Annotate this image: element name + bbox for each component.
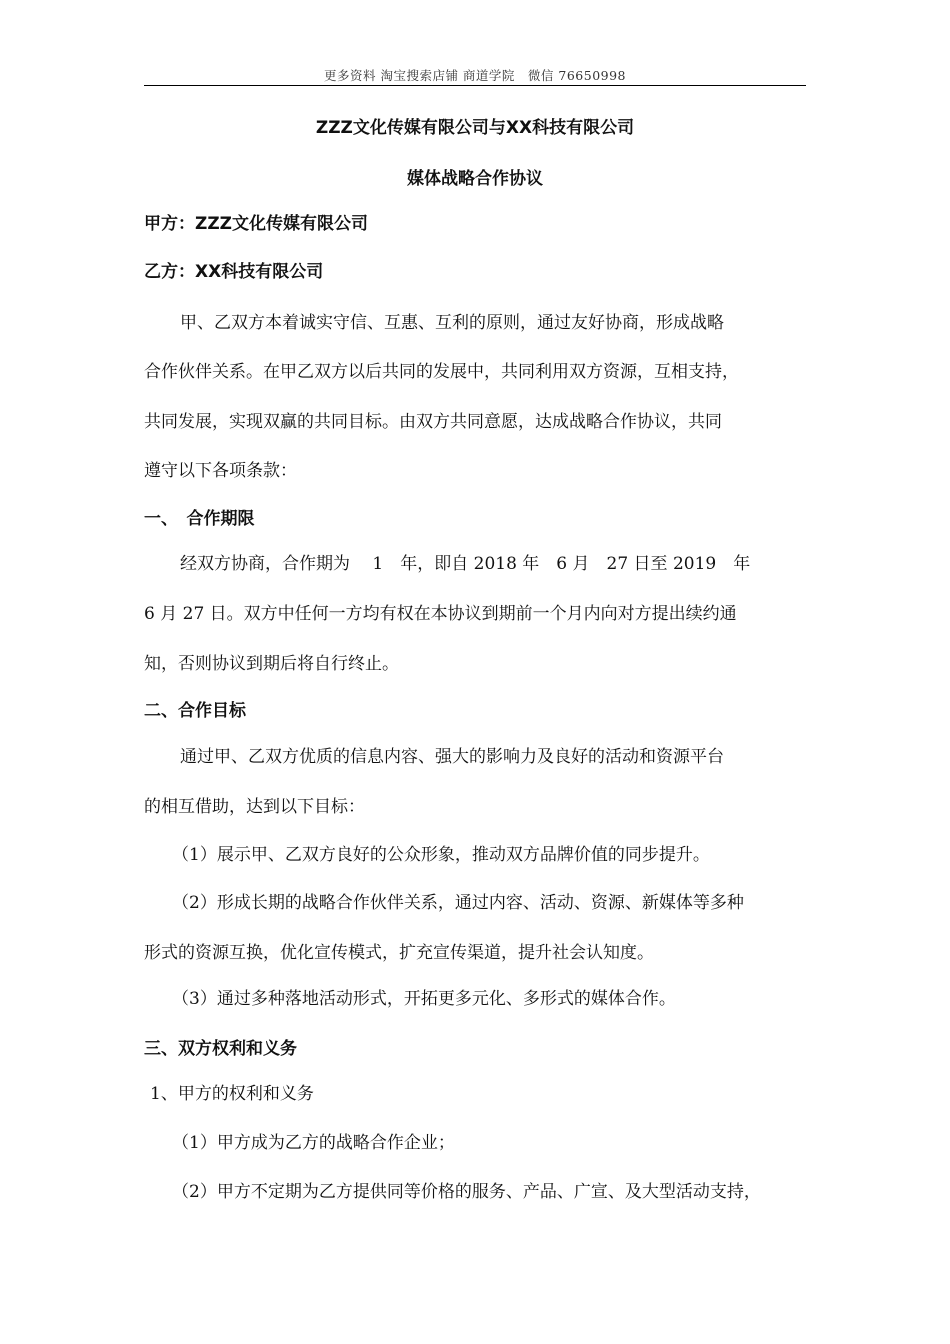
section-1-line: 经双方协商，合作期为 1 年，即自 2018 年 6 月 27 日至 2019 年 [180, 554, 751, 574]
section-2-line: 通过甲、乙双方优质的信息内容、强大的影响力及良好的活动和资源平台 [180, 747, 724, 767]
page-header: 更多资料 淘宝搜索店铺 商道学院 微信 76650998 [323, 68, 627, 83]
intro-line: 甲、乙双方本着诚实守信、互惠、互利的原则，通过友好协商，形成战略 [180, 313, 724, 333]
section-1-line: 知，否则协议到期后将自行终止。 [144, 654, 399, 674]
section-2-heading: 二、合作目标 [144, 701, 246, 721]
party-b: 乙方：XX科技有限公司 [144, 262, 324, 282]
section-3-heading: 三、双方权利和义务 [144, 1039, 297, 1059]
section-3-item: （2）甲方不定期为乙方提供同等价格的服务、产品、广宣、及大型活动支持， [172, 1182, 761, 1202]
section-2-item: （2）形成长期的战略合作伙伴关系，通过内容、活动、资源、新媒体等多种 [172, 893, 744, 913]
section-2-item: 形式的资源互换，优化宣传模式，扩充宣传渠道，提升社会认知度。 [144, 943, 654, 963]
title-line-2: 媒体战略合作协议 [407, 169, 543, 189]
intro-line: 合作伙伴关系。在甲乙双方以后共同的发展中，共同利用双方资源，互相支持， [144, 362, 739, 382]
section-2-line: 的相互借助，达到以下目标： [144, 797, 365, 817]
section-2-item: （1）展示甲、乙双方良好的公众形象，推动双方品牌价值的同步提升。 [172, 845, 710, 865]
title-line-1: ZZZ文化传媒有限公司与XX科技有限公司 [315, 118, 635, 138]
section-2-item: （3）通过多种落地活动形式，开拓更多元化、多形式的媒体合作。 [172, 989, 676, 1009]
party-a: 甲方：ZZZ文化传媒有限公司 [144, 214, 368, 234]
section-1-heading: 一、 合作期限 [144, 509, 255, 529]
intro-line: 共同发展，实现双赢的共同目标。由双方共同意愿，达成战略合作协议，共同 [144, 412, 722, 432]
intro-line: 遵守以下各项条款： [144, 461, 297, 481]
section-1-line: 6 月 27 日。双方中任何一方均有权在本协议到期前一个月内向对方提出续约通 [144, 604, 737, 624]
header-divider [144, 85, 806, 86]
section-3-item: （1）甲方成为乙方的战略合作企业； [172, 1133, 455, 1153]
section-3-subheading: 1、甲方的权利和义务 [150, 1084, 314, 1104]
